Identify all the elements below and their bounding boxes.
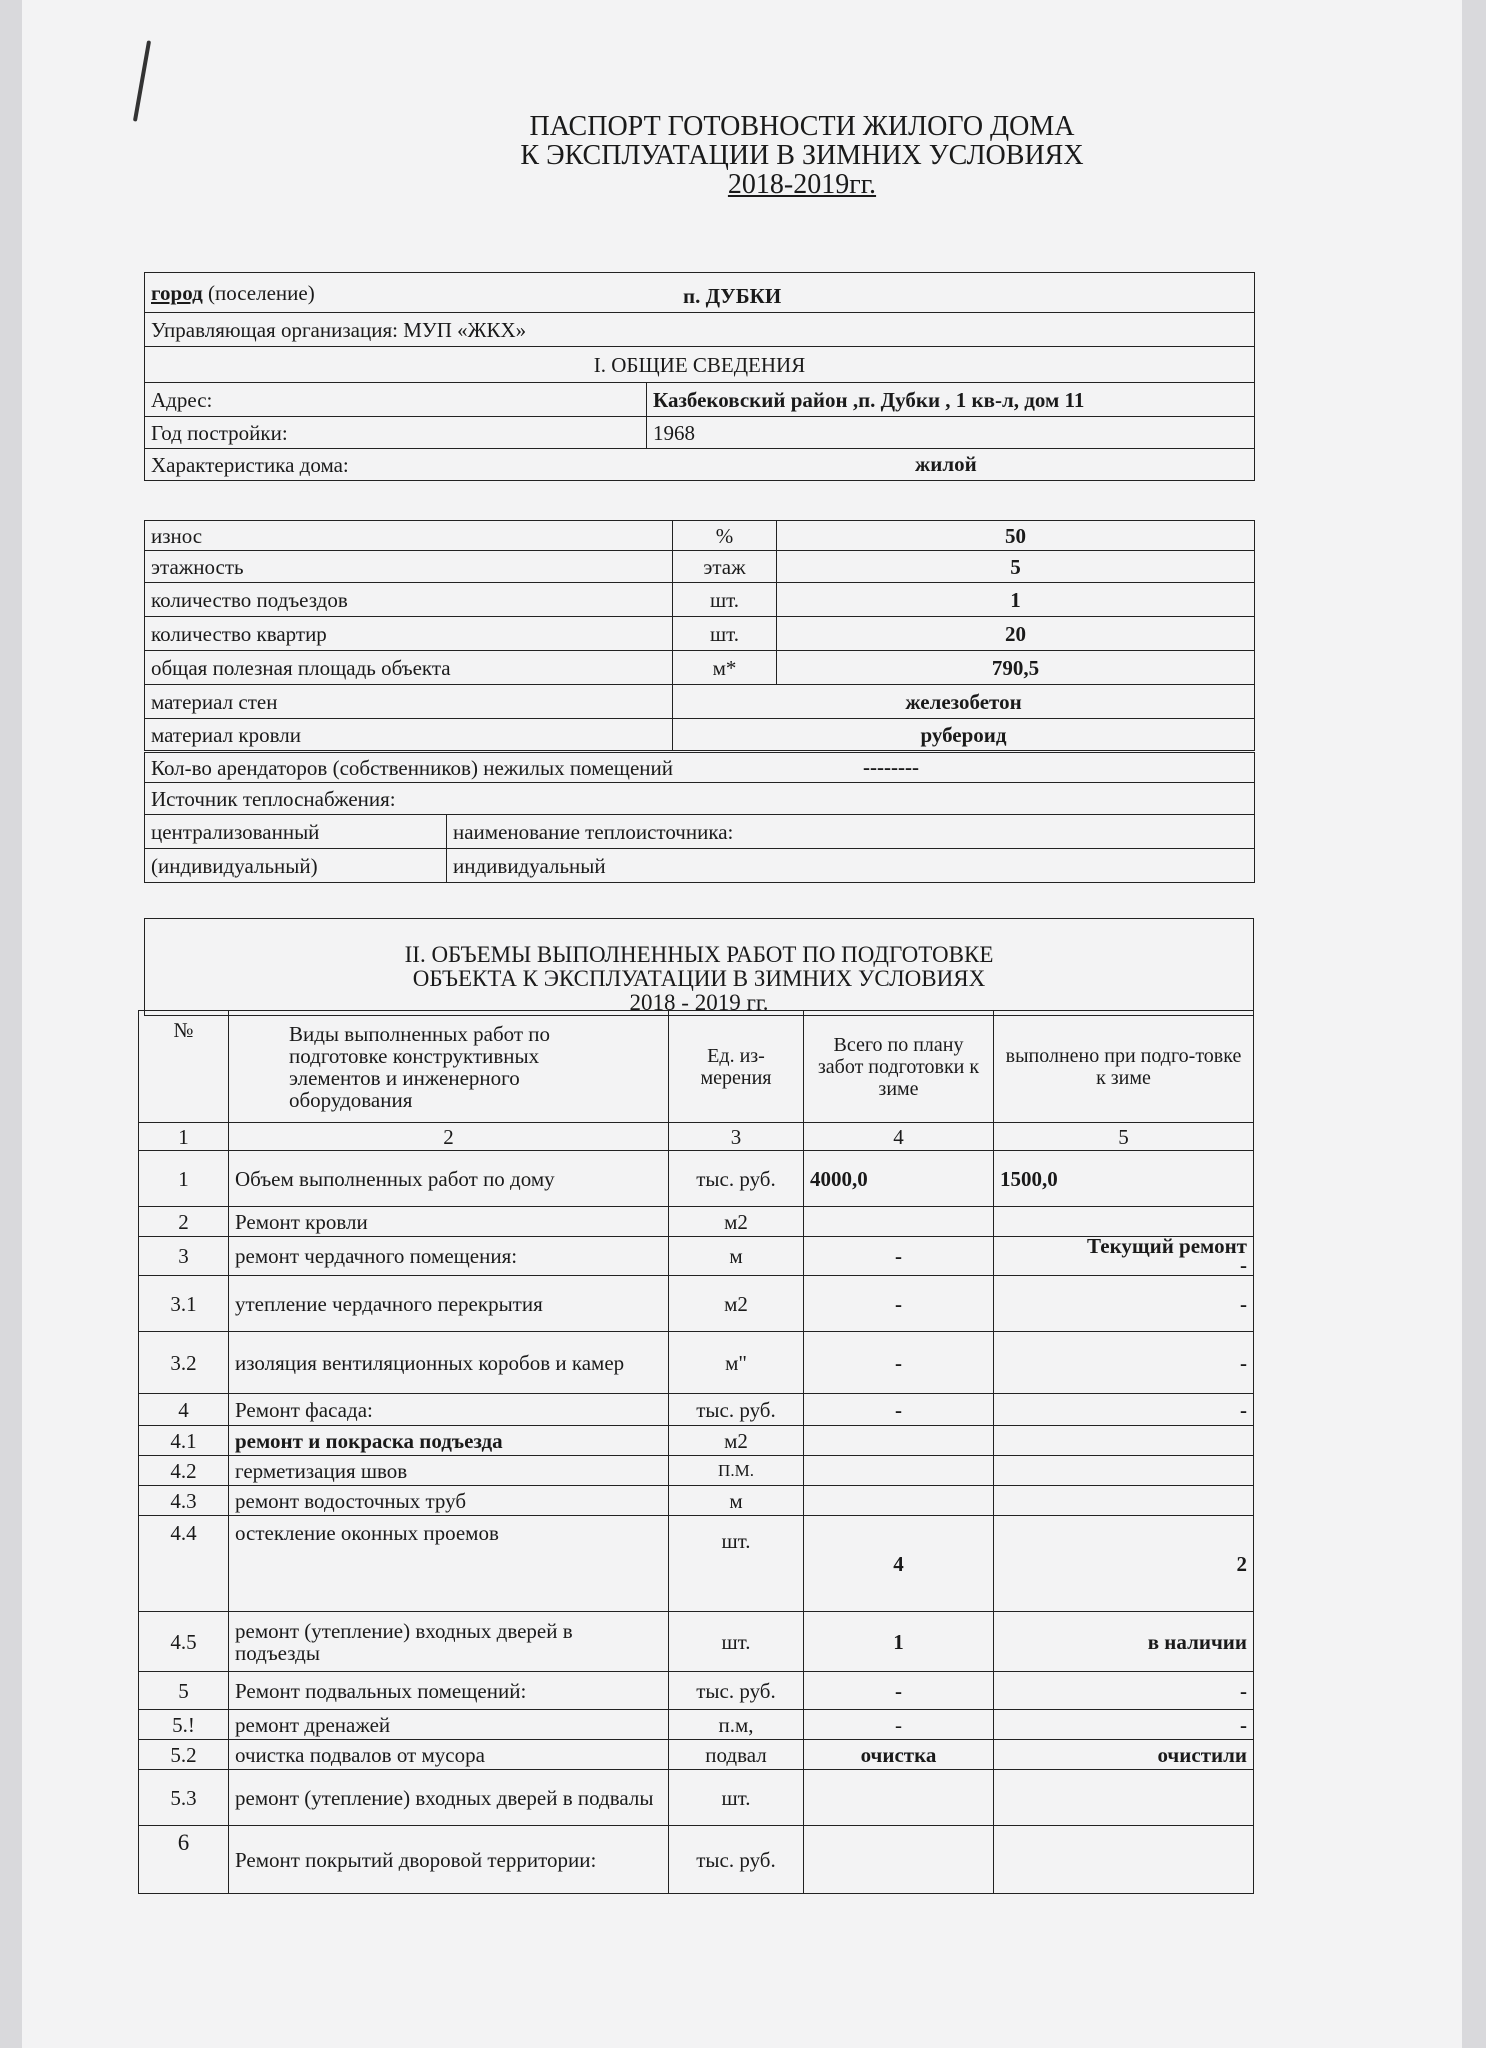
walls-value: железобетон bbox=[673, 685, 1255, 719]
row-name: изоляция вентиляционных коробов и камер bbox=[229, 1332, 669, 1394]
works-header-row bbox=[139, 1011, 1254, 1123]
year-row bbox=[145, 417, 1255, 449]
char-value: 50 bbox=[777, 521, 1255, 551]
table-row bbox=[139, 1672, 1254, 1710]
row-done-value: - bbox=[1240, 1253, 1247, 1276]
row-unit: п.м, bbox=[669, 1710, 804, 1740]
table-row bbox=[139, 1740, 1254, 1770]
row-num: 5.3 bbox=[139, 1770, 229, 1826]
row-done: - bbox=[994, 1672, 1254, 1710]
row-plan: - bbox=[804, 1276, 994, 1332]
year-label: Год постройки: bbox=[145, 417, 647, 449]
walls-label: материал стен bbox=[145, 685, 673, 719]
row-plan bbox=[804, 1207, 994, 1237]
row-plan: - bbox=[804, 1332, 994, 1394]
characteristic-label: Характеристика дома: bbox=[151, 452, 349, 477]
table-row bbox=[139, 1770, 1254, 1826]
row-name: ремонт водосточных труб bbox=[229, 1486, 669, 1516]
char-row bbox=[145, 583, 1255, 617]
row-done: 2 bbox=[994, 1516, 1254, 1612]
row-unit: шт. bbox=[669, 1612, 804, 1672]
row-plan bbox=[804, 1486, 994, 1516]
section-1-heading: I. ОБЩИЕ СВЕДЕНИЯ bbox=[145, 347, 1255, 383]
table-row bbox=[139, 1486, 1254, 1516]
characteristic-value: жилой bbox=[915, 452, 977, 476]
char-label: этажность bbox=[145, 551, 673, 583]
tenants-row bbox=[145, 753, 1255, 783]
heat-source-label: Источник теплоснабжения: bbox=[145, 783, 1255, 815]
row-num: 5.! bbox=[139, 1710, 229, 1740]
row-unit: подвал bbox=[669, 1740, 804, 1770]
row-done: 1500,0 bbox=[994, 1151, 1254, 1207]
heat-central-row bbox=[145, 815, 1255, 849]
row-name: очистка подвалов от мусора bbox=[229, 1740, 669, 1770]
header-kind: Виды выполненных работ по подготовке конструктивных элементов и инженерного оборудования bbox=[229, 1011, 669, 1123]
row-unit: П.М. bbox=[669, 1456, 804, 1486]
char-label: общая полезная площадь объекта bbox=[145, 651, 673, 685]
heat-individual-value: индивидуальный bbox=[447, 849, 1255, 883]
col-number: 3 bbox=[669, 1123, 804, 1151]
char-label: износ bbox=[145, 521, 673, 551]
roof-row bbox=[145, 719, 1255, 751]
header-plan: Всего по плану забот подготовки к зиме bbox=[804, 1011, 994, 1123]
table-row bbox=[139, 1332, 1254, 1394]
table-row bbox=[139, 1237, 1254, 1276]
city-row bbox=[145, 273, 1255, 313]
row-unit: м2 bbox=[669, 1426, 804, 1456]
row-plan bbox=[804, 1456, 994, 1486]
row-name: остекление оконных проемов bbox=[229, 1516, 669, 1612]
row-num: 6 bbox=[139, 1826, 229, 1894]
table-row bbox=[139, 1426, 1254, 1456]
char-row bbox=[145, 651, 1255, 685]
char-value: 20 bbox=[777, 617, 1255, 651]
row-done: - bbox=[994, 1710, 1254, 1740]
table-row bbox=[139, 1207, 1254, 1237]
row-plan: 4000,0 bbox=[804, 1151, 994, 1207]
tenants-label: Кол-во арендаторов (собственников) нежилых помещений bbox=[151, 755, 674, 780]
row-plan bbox=[804, 1826, 994, 1894]
header-done: выполнено при подго-товке к зиме bbox=[994, 1011, 1254, 1123]
table-row bbox=[139, 1826, 1254, 1894]
row-done: - bbox=[994, 1332, 1254, 1394]
row-done: очистили bbox=[994, 1740, 1254, 1770]
row-done-note: Текущий ремонт bbox=[1087, 1236, 1247, 1258]
row-unit: тыс. руб. bbox=[669, 1672, 804, 1710]
row-unit: м bbox=[669, 1237, 804, 1276]
row-unit: м bbox=[669, 1486, 804, 1516]
row-unit: тыс. руб. bbox=[669, 1826, 804, 1894]
section-2-heading-table bbox=[144, 918, 1254, 1016]
row-num: 3 bbox=[139, 1237, 229, 1276]
tenants-value: -------- bbox=[863, 755, 919, 779]
table-row bbox=[139, 1710, 1254, 1740]
characteristic-row bbox=[145, 449, 1255, 481]
row-done: - bbox=[994, 1276, 1254, 1332]
row-name: Ремонт кровли bbox=[229, 1207, 669, 1237]
table-row bbox=[139, 1456, 1254, 1486]
works-table bbox=[138, 1010, 1254, 1894]
col-number: 5 bbox=[994, 1123, 1254, 1151]
char-unit: этаж bbox=[673, 551, 777, 583]
row-num: 4.3 bbox=[139, 1486, 229, 1516]
row-name: Ремонт подвальных помещений: bbox=[229, 1672, 669, 1710]
row-plan: - bbox=[804, 1237, 994, 1276]
row-name: Ремонт покрытий дворовой территории: bbox=[229, 1826, 669, 1894]
char-row bbox=[145, 521, 1255, 551]
row-num: 4.5 bbox=[139, 1612, 229, 1672]
section-2-heading bbox=[145, 919, 1254, 1016]
row-num: 1 bbox=[139, 1151, 229, 1207]
roof-label: материал кровли bbox=[145, 719, 673, 751]
char-value: 5 bbox=[777, 551, 1255, 583]
city-label-suffix: (поселение) bbox=[207, 280, 315, 305]
char-label: количество подъездов bbox=[145, 583, 673, 617]
year-value: 1968 bbox=[647, 417, 1255, 449]
row-plan: очистка bbox=[804, 1740, 994, 1770]
col-number: 4 bbox=[804, 1123, 994, 1151]
row-done: в наличии bbox=[994, 1612, 1254, 1672]
row-name: ремонт чердачного помещения: bbox=[229, 1237, 669, 1276]
row-num: 4.1 bbox=[139, 1426, 229, 1456]
row-name: Ремонт фасада: bbox=[229, 1394, 669, 1426]
row-num: 5 bbox=[139, 1672, 229, 1710]
city-label: город bbox=[151, 280, 203, 305]
row-done bbox=[994, 1426, 1254, 1456]
table-row bbox=[139, 1612, 1254, 1672]
row-plan: - bbox=[804, 1672, 994, 1710]
heat-individual-row bbox=[145, 849, 1255, 883]
section-2-line-2: ОБЪЕКТА К ЭКСПЛУАТАЦИИ В ЗИМНИХ УСЛОВИЯХ bbox=[412, 966, 986, 991]
row-unit: шт. bbox=[669, 1770, 804, 1826]
row-num: 2 bbox=[139, 1207, 229, 1237]
header-unit: Ед. из-мерения bbox=[669, 1011, 804, 1123]
row-name: Объем выполненных работ по дому bbox=[229, 1151, 669, 1207]
table-row bbox=[139, 1516, 1254, 1612]
address-value: Казбековский район ,п. Дубки , 1 кв-л, дом 11 bbox=[647, 383, 1255, 417]
heat-source-table bbox=[144, 752, 1255, 883]
walls-row bbox=[145, 685, 1255, 719]
col-number: 1 bbox=[139, 1123, 229, 1151]
general-info-table bbox=[144, 272, 1255, 481]
row-done bbox=[994, 1207, 1254, 1237]
roof-value: рубероид bbox=[673, 719, 1255, 751]
char-row bbox=[145, 551, 1255, 583]
row-num: 4.2 bbox=[139, 1456, 229, 1486]
char-value: 1 bbox=[777, 583, 1255, 617]
address-row bbox=[145, 383, 1255, 417]
char-unit: м* bbox=[673, 651, 777, 685]
row-name: ремонт (утепление) входных дверей в подвалы bbox=[229, 1770, 669, 1826]
row-name: ремонт и покраска подъезда bbox=[229, 1426, 669, 1456]
row-num: 4.4 bbox=[139, 1516, 229, 1612]
row-name: ремонт (утепление) входных дверей в подъезды bbox=[229, 1612, 669, 1672]
row-unit: м2 bbox=[669, 1207, 804, 1237]
section-2-line-1: II. ОБЪЕМЫ ВЫПОЛНЕННЫХ РАБОТ ПО ПОДГОТОВКЕ bbox=[404, 942, 994, 967]
row-unit: м" bbox=[669, 1332, 804, 1394]
characteristics-table bbox=[144, 520, 1255, 751]
char-value: 790,5 bbox=[777, 651, 1255, 685]
pen-stroke-mark bbox=[133, 40, 151, 121]
row-done bbox=[994, 1826, 1254, 1894]
title-years: 2018-2019гг. bbox=[727, 169, 877, 200]
column-numbers-row bbox=[139, 1123, 1254, 1151]
row-done bbox=[994, 1486, 1254, 1516]
heat-source-name-label: наименование теплоисточника: bbox=[447, 815, 1255, 849]
row-plan: - bbox=[804, 1710, 994, 1740]
row-num: 3.1 bbox=[139, 1276, 229, 1332]
char-unit: % bbox=[673, 521, 777, 551]
char-row bbox=[145, 617, 1255, 651]
table-row bbox=[139, 1151, 1254, 1207]
row-done bbox=[994, 1237, 1254, 1276]
address-label: Адрес: bbox=[145, 383, 647, 417]
row-unit: м2 bbox=[669, 1276, 804, 1332]
table-row bbox=[139, 1276, 1254, 1332]
heat-central: централизованный bbox=[145, 815, 447, 849]
row-num: 3.2 bbox=[139, 1332, 229, 1394]
row-done bbox=[994, 1770, 1254, 1826]
title-line-1: ПАСПОРТ ГОТОВНОСТИ ЖИЛОГО ДОМА bbox=[529, 111, 1075, 142]
table-row bbox=[139, 1394, 1254, 1426]
col-number: 2 bbox=[229, 1123, 669, 1151]
row-name: герметизация швов bbox=[229, 1456, 669, 1486]
city-value: п. ДУБКИ bbox=[683, 284, 782, 308]
row-plan bbox=[804, 1426, 994, 1456]
row-plan: 4 bbox=[804, 1516, 994, 1612]
row-name: ремонт дренажей bbox=[229, 1710, 669, 1740]
header-num: № bbox=[139, 1011, 229, 1123]
row-plan bbox=[804, 1770, 994, 1826]
section-2-years: 2018 - 2019 гг. bbox=[629, 990, 769, 1015]
document-title bbox=[402, 112, 1202, 199]
row-unit: шт. bbox=[669, 1516, 804, 1612]
management-org: Управляющая организация: МУП «ЖКХ» bbox=[145, 313, 1255, 347]
row-plan: 1 bbox=[804, 1612, 994, 1672]
char-unit: шт. bbox=[673, 617, 777, 651]
heat-individual: (индивидуальный) bbox=[145, 849, 447, 883]
row-num: 5.2 bbox=[139, 1740, 229, 1770]
row-unit: тыс. руб. bbox=[669, 1151, 804, 1207]
char-label: количество квартир bbox=[145, 617, 673, 651]
char-unit: шт. bbox=[673, 583, 777, 617]
row-name: утепление чердачного перекрытия bbox=[229, 1276, 669, 1332]
row-num: 4 bbox=[139, 1394, 229, 1426]
row-unit: тыс. руб. bbox=[669, 1394, 804, 1426]
row-done: - bbox=[994, 1394, 1254, 1426]
title-line-2: К ЭКСПЛУАТАЦИИ В ЗИМНИХ УСЛОВИЯХ bbox=[520, 140, 1084, 171]
row-plan: - bbox=[804, 1394, 994, 1426]
document-sheet bbox=[22, 0, 1462, 2048]
row-done bbox=[994, 1456, 1254, 1486]
